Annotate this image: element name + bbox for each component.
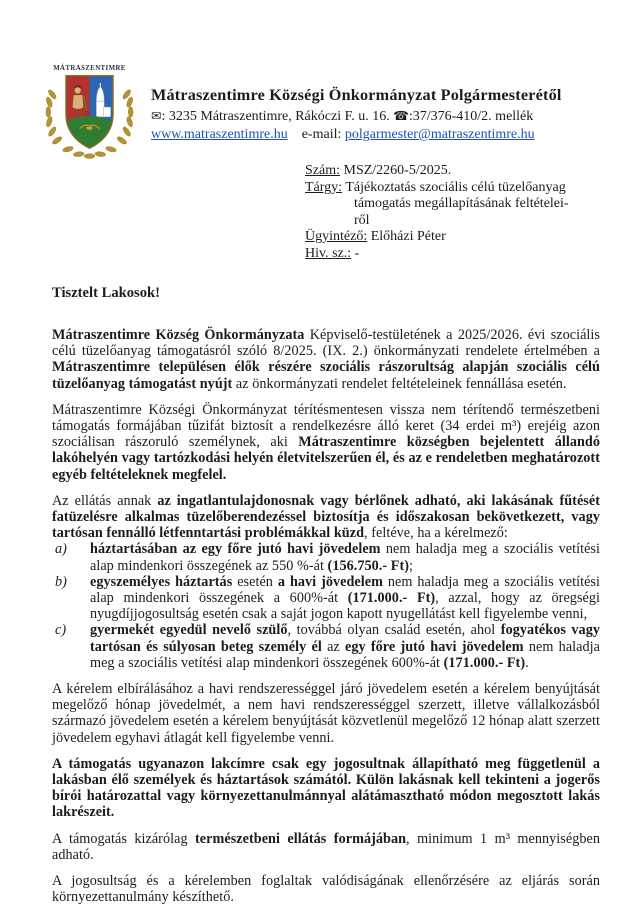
text-run: (171.000.- Ft) bbox=[443, 654, 526, 671]
targy-value-line2: támogatás megállapításának feltételei- bbox=[354, 196, 569, 211]
text-run: a havi jövedelem bbox=[277, 573, 383, 590]
ref-row-targy bbox=[305, 180, 600, 197]
shield bbox=[66, 76, 113, 153]
targy-label: Tárgy: bbox=[305, 179, 343, 195]
text-run: A jogosultság és a kérelemben foglaltak valódiságának ellenőrzésére az eljárás során környezettanulmány készíthető. bbox=[52, 873, 600, 906]
phone-text: :37/376-410/2. mellék bbox=[408, 109, 534, 124]
text-run: (171.000.- Ft) bbox=[347, 590, 436, 607]
text-run: A támogatás ugyanazon lakcímre csak egy jogosultnak állapítható meg függetlenül a lakásban élő személyek és háztartások számától. Külön lakásnak kell tekinteni a jogerős bírói határozattal vagy környezettanulmánnyal alátámasztható módon megosztott lakás lakrészeit. bbox=[52, 755, 600, 821]
coat-of-arms-icon bbox=[40, 60, 139, 162]
header-text bbox=[151, 60, 562, 143]
text-run: gyermekét egyedül nevelő szülő bbox=[90, 622, 288, 639]
szam-label: Szám: bbox=[305, 163, 340, 178]
text-run: nem haladja meg a szociális vetítési alap mindenkori összegének a 600%-át bbox=[90, 573, 600, 607]
targy-value-line1: Tájékoztatás szociális célú tüzelőanyag bbox=[345, 179, 566, 195]
list-item bbox=[52, 541, 600, 573]
text-run: ; bbox=[409, 557, 414, 574]
email-link[interactable]: polgarmester@matraszentimre.hu bbox=[344, 127, 535, 142]
szam-value: MSZ/2260-5/2025. bbox=[343, 163, 452, 178]
text-run: Mátraszentimre Község Önkormányzata bbox=[52, 327, 305, 343]
text-run: , azzal, hogy az öregségi nyugdíjjogosultság esetén csak a saját jogon kapott nyugellátást kell figyelembe venni, bbox=[90, 590, 601, 623]
text-run: az önkormányzati rendelet feltételeinek fennállása esetén. bbox=[232, 375, 567, 392]
text-run: háztartásában az egy főre jutó havi jövedelem bbox=[90, 541, 381, 558]
list-item bbox=[52, 574, 600, 623]
text-run: esetén bbox=[232, 573, 278, 590]
text-run: Mátraszentimre községben bejelentett állandó lakóhelyén vagy tartózkodási helyén életvitelszerűen él, és az e rendeletben meghatározott egyéb feltételeknek megfelel. bbox=[52, 434, 601, 483]
body-paragraphs bbox=[52, 327, 600, 906]
reference-block bbox=[305, 163, 600, 262]
text-run: . bbox=[525, 654, 529, 671]
list-marker: a) bbox=[55, 541, 67, 558]
text-run: Az ellátás annak bbox=[52, 492, 158, 509]
list-item bbox=[52, 622, 600, 671]
hiv-value: - bbox=[354, 245, 360, 261]
text-run: egyszemélyes háztartás bbox=[90, 573, 233, 590]
targy-value-line3: ről bbox=[354, 212, 370, 228]
text-run: A kérelem elbírálásához a havi rendszerességgel járó jövedelem esetén a kérelem benyújtását megelőző hónap jövedelmét, a nem havi rendszerességgel szerzett, illetve vállalkozásból származó jövedelem esetén a kérelem benyújtását közvetlenül megelőző 12 hónap alatt szerzett jövedelem egyhavi átlagát kell figyelembe venni. bbox=[52, 681, 600, 746]
paragraph bbox=[52, 493, 600, 542]
ref-row-ugyintezo bbox=[305, 229, 600, 246]
ugyintezo-value: Előházi Péter bbox=[370, 229, 446, 244]
mound bbox=[66, 116, 113, 152]
list-marker: b) bbox=[55, 573, 67, 590]
links-line bbox=[151, 127, 562, 143]
website-link[interactable]: www.matraszentimre.hu bbox=[151, 127, 288, 142]
paragraph bbox=[52, 402, 600, 483]
text-run: egy főre jutó havi jövedelem bbox=[345, 638, 524, 655]
paragraph bbox=[52, 681, 600, 746]
org-title: Mátraszentimre Községi Önkormányzat Polgármesterétől bbox=[151, 86, 562, 104]
text-run: , minimum 1 m³ mennyiségben adható. bbox=[52, 830, 600, 863]
envelope-icon: ✉ bbox=[151, 108, 162, 123]
text-run: , továbbá olyan család esetén, ahol bbox=[287, 622, 501, 639]
text-run: fogyatékos vagy tartósan és súlyosan beteg személy él bbox=[90, 622, 600, 655]
hiv-label: Hiv. sz.: bbox=[305, 245, 352, 261]
coat-of-arms-logo bbox=[40, 60, 139, 162]
text-run: az ingatlantulajdonosnak vagy bérlőnek adható, aki lakásának fűtését fatüzelésre alkalmas tüzelőberendezéssel biztosítja és időszakosan bekövetkezett, vagy tartósan fennálló létfenntartási problémákkal küzd bbox=[52, 492, 600, 542]
phone-icon: ☎ bbox=[393, 108, 409, 123]
text-run: az bbox=[321, 638, 345, 655]
paragraph bbox=[52, 327, 600, 392]
contact-line bbox=[151, 108, 562, 125]
paragraph bbox=[52, 756, 600, 821]
text-run: Képviselő-testületének a 2025/2026. évi szociális célú tüzelőanyag támogatásról szóló 8/2025. (IX. 2.) önkormányzati rendelete értelmében a bbox=[52, 327, 600, 360]
text-run: , feltéve, ha a kérelmező: bbox=[364, 525, 508, 542]
paragraph bbox=[52, 873, 600, 905]
text-run: nem haladja meg a szociális vetítési alap mindenkori összegének az 550 %-át bbox=[90, 541, 600, 574]
text-run: Mátraszentimre településen élők részére szociális rászorultság alapján szociális célú tüzelőanyag támogatást nyújt bbox=[52, 359, 600, 392]
list-marker: c) bbox=[55, 622, 67, 639]
ref-row-szam bbox=[305, 163, 600, 180]
text-run: nem haladja meg a szociális vetítési alap mindenkori összegének 600%-át bbox=[90, 638, 600, 671]
logo-caption: MÁTRASZENTIMRE bbox=[53, 64, 126, 72]
ugyintezo-label: Ügyintéző: bbox=[305, 229, 368, 244]
text-run: természetbeni ellátás formájában bbox=[195, 830, 407, 847]
email-label: e-mail: bbox=[301, 127, 342, 142]
paragraph bbox=[52, 831, 600, 863]
text-run: Mátraszentimre Községi Önkormányzat térítésmentesen vissza nem térítendő természetbeni támogatás formájában tűzifát biztosít a rendelkezésre álló keret (34 erdei m³) erejéig azon szociálisan rászoruló személynek, aki bbox=[52, 401, 600, 451]
letterhead bbox=[40, 60, 600, 162]
salutation: Tisztelt Lakosok! bbox=[52, 285, 160, 301]
text-run: A támogatás kizárólag bbox=[52, 830, 196, 847]
ref-row-hiv bbox=[305, 246, 600, 263]
text-run: (156.750.- Ft) bbox=[327, 557, 410, 574]
address-text: : 3235 Mátraszentimre, Rákóczi F. u. 16. bbox=[161, 109, 390, 124]
